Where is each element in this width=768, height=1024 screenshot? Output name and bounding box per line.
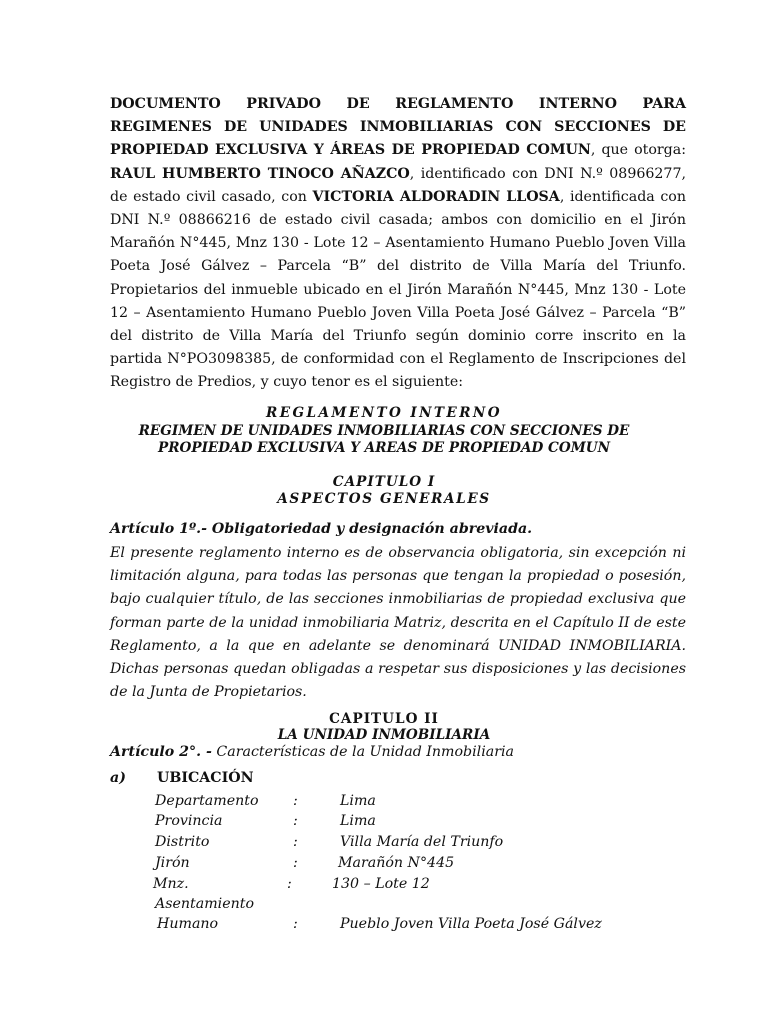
articulo-1-heading: Artículo 1º.- Obligatoriedad y designación abreviada.	[110, 521, 533, 537]
ubicacion-separator: :	[293, 813, 298, 829]
ubicacion-separator: :	[293, 855, 298, 871]
ubicacion-key: Departamento	[155, 793, 259, 809]
reglamento-subtitle-line-1: REGIMEN DE UNIDADES INMOBILIARIAS CON SECCIONES DE	[138, 423, 630, 439]
ubicacion-separator: :	[293, 916, 298, 932]
ubicacion-value: 130 – Lote 12	[332, 876, 430, 892]
articulo-2-heading	[110, 741, 686, 763]
ubicacion-value: Lima	[340, 793, 376, 809]
ubicacion-key: Jirón	[155, 855, 190, 871]
ubicacion-key: Provincia	[155, 813, 223, 829]
ubicacion-separator: :	[293, 834, 298, 850]
capitulo-2-subtitle: LA UNIDAD INMOBILIARIA	[277, 727, 491, 743]
reglamento-subtitle-line-2: PROPIEDAD EXCLUSIVA Y AREAS DE PROPIEDAD COMUN	[157, 440, 611, 456]
ubicacion-title: UBICACIÓN	[157, 770, 254, 786]
ubicacion-separator: :	[293, 793, 298, 809]
ubicacion-value: Villa María del Triunfo	[340, 834, 504, 850]
capitulo-1-title: CAPITULO I	[332, 474, 436, 490]
ubicacion-value: Lima	[340, 813, 376, 829]
ubicacion-value: Marañón N°445	[338, 855, 455, 871]
ubicacion-key: Distrito	[155, 834, 210, 850]
capitulo-1-subtitle: ASPECTOS GENERALES	[277, 491, 491, 507]
capitulo-2-title: CAPITULO II	[329, 711, 439, 727]
owner-2-name: VICTORIA ALDORADIN LLOSA	[312, 188, 560, 205]
intro-text-1: , que otorga:	[590, 142, 686, 159]
ubicacion-value: Pueblo Joven Villa Poeta José Gálvez	[340, 916, 602, 932]
owner-1-name: RAUL HUMBERTO TINOCO AÑAZCO	[110, 165, 410, 182]
intro-text-2: , identificado con DNI N.º 08966277, de estado civil casado, con	[110, 165, 686, 205]
ubicacion-key: Mnz.	[153, 876, 189, 892]
articulo-2-title: Características de la Unidad Inmobiliaria	[211, 744, 514, 760]
articulo-2-number: Artículo 2°. -	[110, 744, 212, 760]
ubicacion-key: Humano	[157, 916, 219, 932]
document-title: DOCUMENTO PRIVADO DE REGLAMENTO INTERNO PARA REGIMENES DE UNIDADES INMOBILIARIAS CON SECCIONES DE PROPIEDAD EXCLUSIVA Y ÁREAS DE PROPIEDAD COMUN	[110, 96, 686, 159]
section-a-label: a)	[110, 770, 126, 786]
articulo-1-body: El presente reglamento interno es de observancia obligatoria, sin excepción ni limitación alguna, para todas las personas que tengan la propiedad o posesión, bajo cualquier título, de las secciones inmobiliarias de propiedad exclusiva que forman parte de la unidad inmobiliaria Matriz, descrita en el Capítulo II de este Reglamento, a la que en adelante se denominará UNIDAD INMOBILIARIA. Dichas personas quedan obligadas a respetar sus disposiciones y las decisiones de la Junta de Propietarios.	[110, 545, 686, 701]
ubicacion-key: Asentamiento	[155, 896, 254, 912]
intro-paragraph	[110, 93, 686, 395]
reglamento-title: REGLAMENTO INTERNO	[266, 405, 502, 421]
ubicacion-separator: :	[287, 876, 292, 892]
intro-text-3: , identificada con DNI N.º 08866216 de estado civil casada; ambos con domicilio en el Jirón Marañón N°445, Mnz 130 - Lote 12 – Asentamiento Humano Pueblo Joven Villa Poeta José Gálvez – Parcela “B” del distrito de Villa María del Triunfo. Propietarios del inmueble ubicado en el Jirón Marañón N°445, Mnz 130 - Lote 12 – Asentamiento Humano Pueblo Joven Villa Poeta José Gálvez – Parcela “B” del distrito de Villa María del Triunfo según dominio corre inscrito en la partida N°PO3098385, de conformidad con el Reglamento de Inscripciones del Registro de Predios, y cuyo tenor es el siguiente:	[110, 188, 686, 391]
